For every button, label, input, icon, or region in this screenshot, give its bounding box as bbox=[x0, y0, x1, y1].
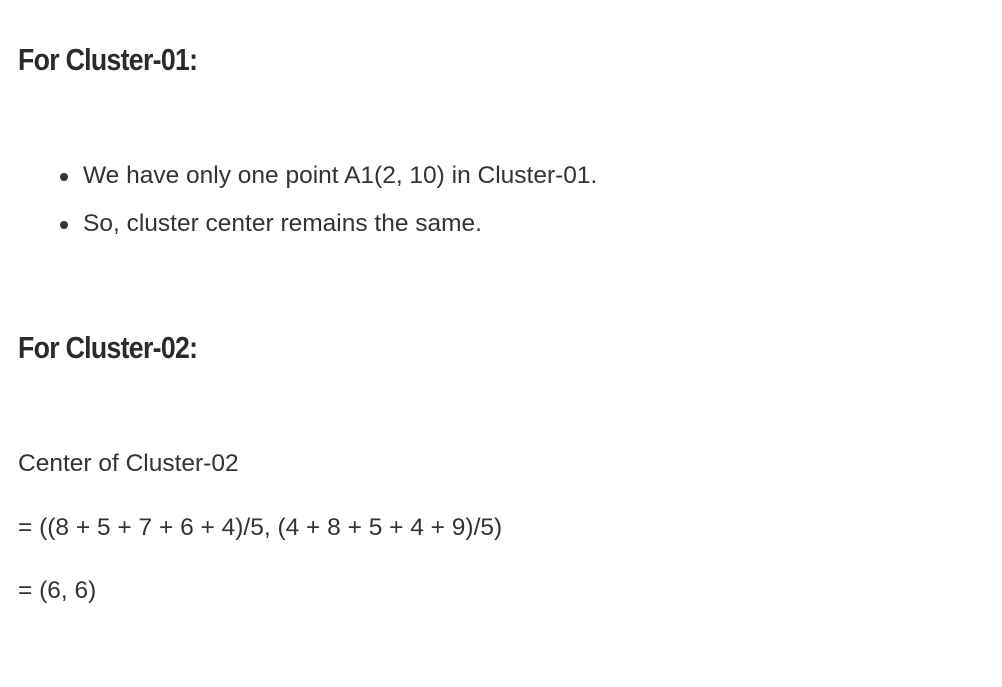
bullet-icon bbox=[60, 173, 68, 181]
list-item-text: So, cluster center remains the same. bbox=[83, 210, 482, 237]
list-item bbox=[83, 160, 597, 192]
bullet-icon bbox=[60, 221, 68, 229]
cluster-02-center-result: = (6, 6) bbox=[18, 577, 97, 604]
list-item bbox=[83, 208, 597, 240]
cluster-01-bullet-list bbox=[18, 160, 597, 256]
cluster-01-heading: For Cluster-01: bbox=[18, 42, 198, 77]
cluster-02-heading: For Cluster-02: bbox=[18, 330, 198, 365]
cluster-02-center-formula: = ((8 + 5 + 7 + 6 + 4)/5, (4 + 8 + 5 + 4 + 9)/5) bbox=[18, 514, 503, 541]
cluster-02-center-label: Center of Cluster-02 bbox=[18, 450, 239, 477]
list-item-text: We have only one point A1(2, 10) in Cluster-01. bbox=[83, 162, 598, 189]
